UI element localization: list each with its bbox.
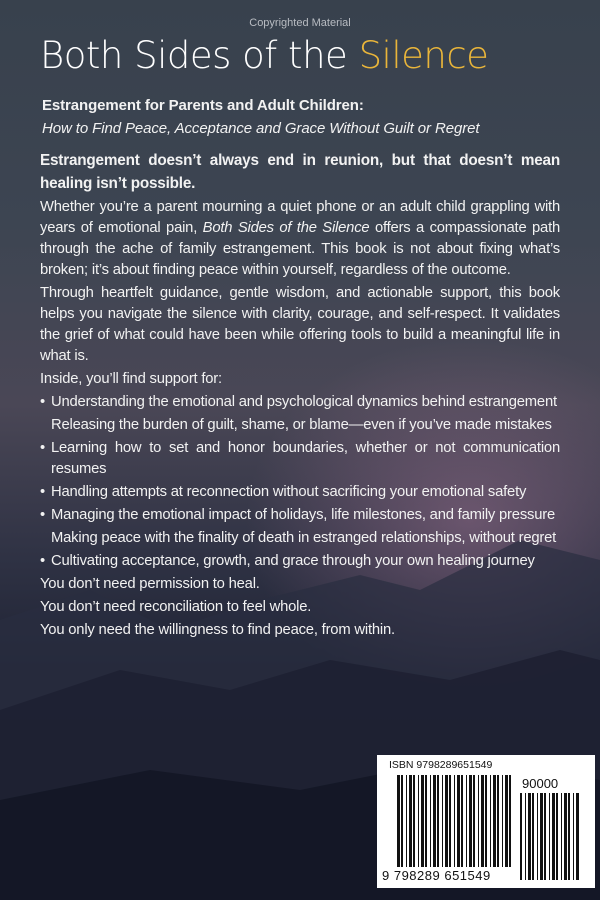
paragraph-1: Whether you’re a parent mourning a quiet phone or an adult child grappling with years of emotional pain, Both Sides of the Silence offers a compassionate path through the ache of family estrangement. This book is not about fixing what’s broken; it’s about finding peace within yourself, regardless of the outcome. [40, 199, 561, 278]
barcode-bar [525, 793, 526, 880]
title-main: Both Sides of the [40, 34, 348, 77]
isbn-barcode [377, 755, 595, 888]
blurb [40, 149, 560, 641]
price-code: 90000 [522, 776, 559, 791]
closing-3: You only need the willingness to find peace, from within. [40, 622, 395, 638]
barcode-bar [493, 775, 496, 867]
title-accent: Silence [358, 34, 489, 77]
barcode-bar [552, 793, 555, 880]
barcode-bar [466, 775, 467, 867]
barcode-bar [442, 775, 443, 867]
subtitle-line2: How to Find Peace, Acceptance and Grace Without Guilt or Regret [42, 120, 480, 137]
barcode-bar [457, 775, 460, 867]
barcode-bar [418, 775, 419, 867]
barcode-bar [437, 775, 439, 867]
barcode-bar [401, 775, 403, 867]
barcode-bar [490, 775, 491, 867]
list-item: • Learning how to set and honor boundaries, whether or not communication resumes [40, 438, 560, 480]
list-item: • Handling attempts at reconnection without sacrificing your emotional safety [40, 482, 560, 503]
copyright-watermark: Copyrighted Material [249, 17, 351, 29]
barcode-bar [430, 775, 431, 867]
barcode-bar [433, 775, 436, 867]
barcode-bar [497, 775, 499, 867]
barcode-bar [520, 793, 522, 880]
bullet-icon [40, 528, 51, 549]
barcode-bar [549, 793, 550, 880]
bullet-icon: • [40, 553, 45, 569]
addon-bars [520, 793, 582, 880]
barcode-bar [478, 775, 479, 867]
barcode-bar [556, 793, 558, 880]
isbn-label: ISBN 9798289651549 [389, 759, 493, 771]
barcode-bar [461, 775, 463, 867]
bullet-icon: • [40, 394, 45, 410]
book-subtitle [42, 94, 479, 140]
barcode-bar [406, 775, 407, 867]
barcode-bar [568, 793, 570, 880]
barcode-bar [449, 775, 451, 867]
barcode-bar [544, 793, 546, 880]
barcode-bar [469, 775, 472, 867]
barcode-bar [502, 775, 503, 867]
paragraph-2: Through heartfelt guidance, gentle wisdom, and actionable support, this book helps you navigate the silence with clarity, courage, and self-respect. It validates the grief of what could have been while offering tools to build a meaningful life in what is. [40, 285, 560, 364]
bullet-icon: • [40, 484, 45, 500]
barcode-digits: 9 798289 651549 [382, 868, 491, 883]
list-item: Releasing the burden of guilt, shame, or blame—even if you’ve made mistakes [40, 415, 560, 436]
list-item: • Managing the emotional impact of holidays, life milestones, and family pressure [40, 505, 560, 526]
barcode-bar [413, 775, 415, 867]
inside-intro: Inside, you’ll find support for: [40, 371, 222, 387]
list-item: Making peace with the finality of death in estranged relationships, without regret [40, 528, 560, 549]
barcode-bar [561, 793, 562, 880]
barcode-bar [481, 775, 484, 867]
barcode-bar [576, 793, 579, 880]
subtitle-line1: Estrangement for Parents and Adult Children: [42, 97, 364, 114]
barcode-bar [537, 793, 538, 880]
barcode-bar [409, 775, 412, 867]
barcode-bar [445, 775, 448, 867]
barcode-bar [564, 793, 567, 880]
barcode-bar [485, 775, 487, 867]
barcode-bar [473, 775, 475, 867]
ean-bars [397, 775, 515, 880]
bullet-icon: • [40, 440, 45, 456]
barcode-bar [505, 775, 508, 867]
barcode-bar [509, 775, 511, 867]
list-item: • Cultivating acceptance, growth, and grace through your own healing journey [40, 551, 560, 572]
support-list [40, 392, 560, 572]
barcode-bar [532, 793, 534, 880]
barcode-bar [454, 775, 455, 867]
barcode-bar [573, 793, 574, 880]
barcode-bar [528, 793, 531, 880]
barcode-bar [425, 775, 427, 867]
barcode-bar [421, 775, 424, 867]
lead-text: Estrangement doesn’t always end in reunion, but that doesn’t mean healing isn’t possible. [40, 152, 560, 192]
list-item: • Understanding the emotional and psychological dynamics behind estrangement [40, 392, 560, 413]
closing-1: You don’t need permission to heal. [40, 576, 260, 592]
barcode-bar [397, 775, 400, 867]
closing-2: You don’t need reconciliation to feel whole. [40, 599, 312, 615]
bullet-icon [40, 415, 51, 436]
book-title [40, 34, 488, 77]
barcode-bar [540, 793, 543, 880]
bullet-icon: • [40, 507, 45, 523]
